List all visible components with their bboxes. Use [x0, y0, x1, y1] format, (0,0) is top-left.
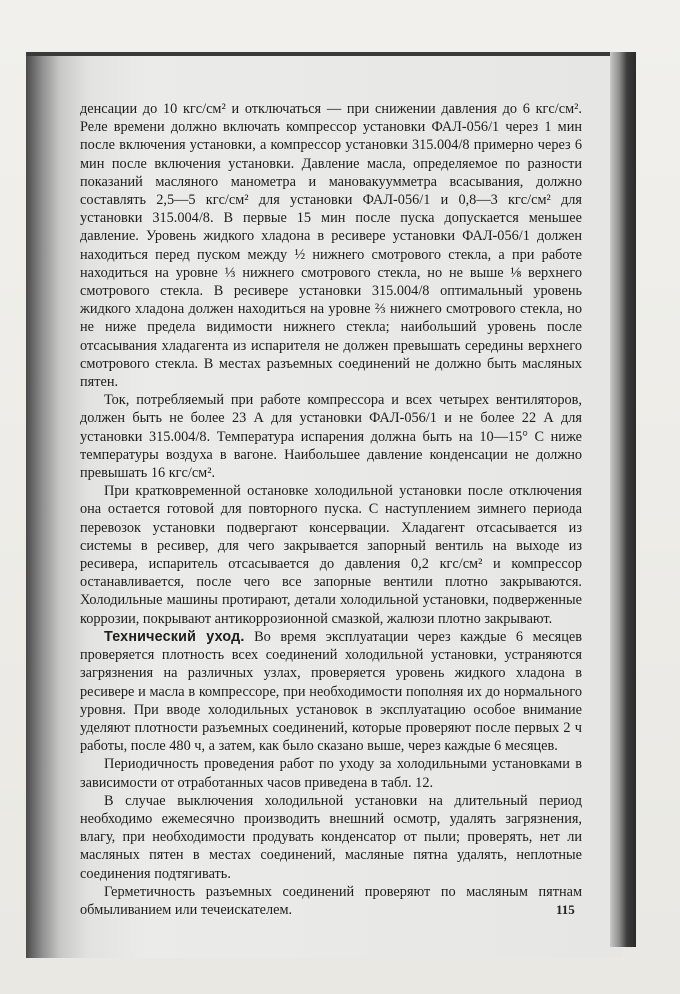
paragraph-5: Периодичность проведения работ по уходу за холодильными установками в зависимости от отработанных часов приведена в табл. 12. [80, 756, 582, 791]
paragraph-4-text: Во время эксплуатации через каждые 6 месяцев проверяется плотность всех соединений холодильной установки, устраняются загрязнения на различных узлах, проверяется уровень жидкого хладона в ресивере и масла в компрессоре, при необходимости пополняя их до нормального уровня. При вводе холодильных установок в эксплуатацию особое внимание уделяют плотности разъемных соединений, которые проверяют после первых 2 ч работы, после 480 ч, а затем, как было сказано выше, через каждые 6 месяцев. [80, 628, 583, 755]
page-number: 115 [556, 902, 575, 917]
page-body-text [80, 100, 582, 919]
paragraph-7: Герметичность разъемных соединений проверяют по масляным пятнам обмыливанием или течеискателем. [80, 883, 582, 918]
paragraph-1: денсации до 10 кгс/см² и отключаться — при снижении давления до 6 кгс/см². Реле времени должно включать компрессор установки ФАЛ-056/1 через 1 мин после включения установки, а компрессор установки 315.004/8 примерно через 6 мин после включения установки. Давление масла, определяемое по разности показаний масляного манометра и мановакуумметра всасывания, должно составлять 2,5—5 кгс/см² для установки ФАЛ-056/1 и 0,8—3 кгс/см² для установки 315.004/8. В первые 15 мин после пуска допускается меньшее давление. Уровень жидкого хладона в ресивере установки ФАЛ-056/1 должен находиться перед пуском между ½ нижнего смотрового стекла, а при работе находиться на уровне ⅓ нижнего смотрового стекла, но не выше ⅛ верхнего смотрового стекла. В ресивере установки 315.004/8 оптимальный уровень жидкого хладона должен находиться на уровне ⅔ нижнего смотрового стекла, но не ниже предела видимости нижнего стекла; наибольший уровень после отсасывания хладагента из испарителя не должен превышать середины верхнего смотрового стекла. В местах разъемных соединений не должно быть масляных пятен. [80, 101, 582, 391]
book-spine [610, 52, 636, 947]
paragraph-2: Ток, потребляемый при работе компрессора и всех четырех вентиляторов, должен быть не более 23 А для установки ФАЛ-056/1 и не более 22 А для установки 315.004/8. Температура испарения должна быть на 10—15° С ниже температуры воздуха в вагоне. Наибольшее давление конденсации не должно превышать 16 кгс/см². [80, 392, 582, 482]
section-heading-technical-care: Технический уход. [104, 628, 245, 645]
paragraph-4 [80, 628, 582, 755]
paragraph-3: При кратковременной остановке холодильной установки после отключения она остается готовой для повторного пуска. С наступлением зимнего периода перевозок установки подвергают консервации. Хладагент отсасывается из системы в ресивер, для чего закрывается запорный вентиль на выходе из ресивера, испаритель отсасывается до давления 0,2 кгс/см² и компрессор останавливается, после чего все запорные вентили плотно закрываются. Холодильные машины протирают, детали холодильной установки, подверженные коррозии, покрывают антикоррозионной смазкой, жалюзи плотно закрывают. [80, 483, 582, 627]
paragraph-6: В случае выключения холодильной установки на длительный период необходимо ежемесячно производить внешний осмотр, удалять загрязнения, влагу, при необходимости продувать конденсатор от пыли; проверять, нет ли масляных пятен в местах соединений, масляные пятна удалять, неплотные соединения подтягивать. [80, 792, 582, 882]
